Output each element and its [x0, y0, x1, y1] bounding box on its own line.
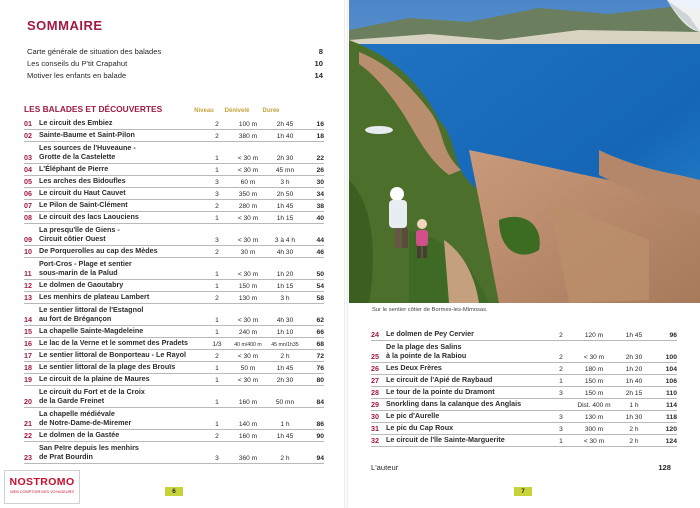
- entry-niveau: 1: [559, 378, 563, 385]
- toc-row[interactable]: [371, 423, 677, 435]
- entry-title: [39, 225, 205, 245]
- entry-niveau: [550, 409, 572, 410]
- entry-denivele: 280 m: [238, 203, 258, 210]
- entry-denivele: 160 m: [238, 399, 258, 406]
- entry-niveau: 2: [215, 353, 219, 360]
- entry-duree: 2h 45: [276, 121, 294, 128]
- entry-number: 32: [371, 436, 379, 445]
- toc-row[interactable]: [371, 329, 677, 341]
- entry-number: 09: [24, 235, 32, 244]
- entry-page: 96: [669, 332, 677, 339]
- entry-denivele: < 30 m: [583, 354, 605, 361]
- toc-row[interactable]: [24, 338, 324, 350]
- entry-duree: 2 h: [280, 455, 290, 462]
- toc-row[interactable]: [24, 350, 324, 362]
- entry-denivele: < 30 m: [237, 237, 259, 244]
- entry-niveau: 1: [215, 377, 219, 384]
- column-header-denivele: Dénivelé: [224, 108, 250, 114]
- entry-niveau: 2: [215, 249, 219, 256]
- page-number-left: 6: [165, 487, 183, 496]
- entry-duree: 4h 30: [276, 317, 294, 324]
- toc-row[interactable]: [24, 130, 324, 142]
- entry-title-line: sous-marin de la Palud: [39, 268, 118, 278]
- entry-page: 100: [665, 354, 677, 361]
- entry-title: [386, 342, 550, 362]
- toc-row[interactable]: [24, 164, 324, 176]
- entry-denivele: 140 m: [238, 421, 258, 428]
- entry-number: 22: [24, 431, 32, 440]
- entry-page: 26: [316, 167, 324, 174]
- entry-page: 84: [316, 399, 324, 406]
- entry-number: 07: [24, 201, 32, 210]
- entry-title-line: Le circuit de l'île Sainte-Marguerite: [386, 435, 505, 445]
- entry-duree: 1h 40: [276, 133, 294, 140]
- entry-page: 90: [316, 433, 324, 440]
- entry-duree: 2h 30: [625, 354, 643, 361]
- entry-page: 34: [316, 191, 324, 198]
- entry-number: 12: [24, 281, 32, 290]
- entry-duree: 2 h: [280, 353, 290, 360]
- toc-row[interactable]: [24, 280, 324, 292]
- toc-row[interactable]: [24, 442, 324, 464]
- entry-niveau: 1: [215, 421, 219, 428]
- intro-item[interactable]: [27, 58, 323, 70]
- author-page: 128: [658, 463, 671, 472]
- entry-title-line: San Peïre depuis les menhirs: [39, 442, 139, 452]
- entry-denivele: 120 m: [584, 332, 604, 339]
- entry-niveau: 1: [215, 317, 219, 324]
- entry-niveau: 3: [559, 414, 563, 421]
- entry-denivele: 360 m: [238, 455, 258, 462]
- section-title: LES BALADES ET DÉCOUVERTES: [24, 104, 163, 114]
- entry-niveau: 1: [215, 329, 219, 336]
- toc-row[interactable]: [24, 188, 324, 200]
- entry-title-line: Le tour de la pointe du Dramont: [386, 387, 495, 397]
- entry-title-line: Le lac de la Verne et le sommet des Pradets: [39, 338, 189, 348]
- entry-number: 25: [371, 352, 379, 361]
- toc-row[interactable]: [24, 374, 324, 386]
- entry-number: 21: [24, 419, 32, 428]
- toc-row[interactable]: [371, 435, 677, 447]
- entry-denivele: < 30 m: [237, 271, 259, 278]
- author-label: L'auteur: [371, 463, 399, 472]
- entry-niveau: 1/3: [212, 341, 222, 348]
- author-entry[interactable]: [371, 463, 671, 472]
- intro-item-page: 14: [314, 71, 323, 80]
- entry-title: [39, 305, 205, 325]
- entry-page: 68: [316, 341, 324, 348]
- entry-title-line: Le circuit des Embiez: [39, 118, 113, 128]
- page-title: SOMMAIRE: [27, 18, 103, 33]
- entry-duree: 1h 15: [276, 283, 294, 290]
- entry-number: 24: [371, 330, 379, 339]
- entry-denivele: < 30 m: [237, 155, 259, 162]
- entry-denivele: < 30 m: [237, 215, 259, 222]
- entry-title-line: Les Deux Frères: [386, 363, 442, 373]
- entry-niveau: 2: [215, 203, 219, 210]
- entry-duree: 2 h: [629, 426, 639, 433]
- entry-page: 80: [316, 377, 324, 384]
- entry-title: [39, 143, 205, 163]
- toc-row[interactable]: [24, 362, 324, 374]
- toc-row[interactable]: [371, 363, 677, 375]
- entry-page: 106: [665, 378, 677, 385]
- page-number-right: 7: [514, 487, 532, 496]
- entry-duree: 45 mn: [275, 167, 295, 174]
- entry-denivele: 150 m: [238, 283, 258, 290]
- entry-title: [39, 430, 205, 441]
- toc-row[interactable]: [24, 224, 324, 246]
- entry-page: 44: [316, 237, 324, 244]
- entry-number: 30: [371, 412, 379, 421]
- entry-title: [39, 350, 205, 361]
- watermark-logo: [4, 470, 80, 504]
- entry-number: 11: [24, 269, 32, 278]
- column-header-duree: Durée: [262, 108, 280, 114]
- entry-page: 58: [316, 295, 324, 302]
- entry-niveau: 3: [215, 455, 219, 462]
- entry-number: 10: [24, 247, 32, 256]
- entry-denivele: 350 m: [238, 191, 258, 198]
- entry-page: 18: [316, 133, 324, 140]
- toc-row[interactable]: [24, 326, 324, 338]
- toc-row[interactable]: [24, 200, 324, 212]
- entry-page: 30: [316, 179, 324, 186]
- entry-duree: 2h 30: [276, 377, 294, 384]
- intro-item-label: Motiver les enfants en balade: [27, 71, 127, 80]
- entry-title-line: Le Pilon de Saint-Clément: [39, 200, 128, 210]
- entry-duree: 1h 40: [625, 378, 643, 385]
- entry-number: 18: [24, 363, 32, 372]
- entry-title: [386, 329, 550, 340]
- entry-duree: 1h 45: [276, 203, 294, 210]
- photo-caption: Sur le sentier côtier de Bormes-les-Mimosas.: [372, 307, 488, 313]
- entry-title-line: Le pic d'Aurelle: [386, 411, 440, 421]
- toc-row[interactable]: [24, 258, 324, 280]
- entry-denivele: 160 m: [238, 433, 258, 440]
- entry-niveau: 3: [559, 390, 563, 397]
- entry-niveau: 1: [215, 271, 219, 278]
- toc-row[interactable]: [24, 118, 324, 130]
- entry-title: [39, 176, 205, 187]
- entry-title: [386, 411, 550, 422]
- entry-page: 66: [316, 329, 324, 336]
- entry-title: [39, 280, 205, 291]
- entry-title-line: Le circuit de l'Apié de Raybaud: [386, 375, 493, 385]
- intro-list: [27, 46, 323, 82]
- entry-page: 114: [666, 402, 677, 409]
- entry-title-line: à la pointe de la Rabiou: [386, 351, 467, 361]
- entry-denivele: < 30 m: [583, 438, 605, 445]
- entry-number: 14: [24, 315, 32, 324]
- entry-title: [39, 118, 205, 129]
- entry-page: 62: [316, 317, 324, 324]
- entry-title: [39, 292, 205, 303]
- entry-niveau: 3: [215, 191, 219, 198]
- toc-row[interactable]: [24, 142, 324, 164]
- entry-niveau: 1: [215, 399, 219, 406]
- entry-duree: 45 mn/1h35: [271, 342, 299, 348]
- entry-niveau: 1: [215, 155, 219, 162]
- entry-niveau: 2: [215, 121, 219, 128]
- entry-niveau: 2: [215, 433, 219, 440]
- entry-title-line: Le dolmen de la Gastée: [39, 430, 120, 440]
- entry-title: [39, 164, 205, 175]
- entry-denivele: Dist. 400 m: [577, 402, 611, 409]
- section-header: [24, 100, 324, 114]
- entry-title-line: Les menhirs de plateau Lambert: [39, 292, 150, 302]
- entry-number: 26: [371, 364, 379, 373]
- entry-denivele: 100 m: [238, 121, 258, 128]
- entry-title-line: Le dolmen de Gaoutabry: [39, 280, 124, 290]
- entry-duree: 1h 30: [625, 414, 643, 421]
- entry-title: [386, 375, 550, 386]
- entry-duree: 2 h: [629, 438, 639, 445]
- entry-title: [386, 387, 550, 398]
- entry-page: 94: [316, 455, 324, 462]
- entry-title: [39, 338, 205, 349]
- photo-illustration: [349, 0, 700, 303]
- toc-row[interactable]: [24, 430, 324, 442]
- entry-page: 86: [316, 421, 324, 428]
- entry-number: 15: [24, 327, 32, 336]
- toc-row[interactable]: [371, 399, 677, 411]
- entry-number: 28: [371, 388, 379, 397]
- entry-duree: 2h 30: [276, 155, 294, 162]
- entry-title-line: Le sentier littoral de Bonporteau - Le Rayol: [39, 350, 186, 360]
- entry-denivele: < 30 m: [237, 317, 259, 324]
- entry-title-line: La chapelle médiévale: [39, 408, 115, 418]
- entry-denivele: 240 m: [238, 329, 258, 336]
- entry-title-line: Snorkling dans la calanque des Anglais: [386, 399, 522, 409]
- entry-title-line: Port-Cros - Plage et sentier: [39, 258, 132, 268]
- entry-denivele: 40 m/400 m: [234, 342, 262, 348]
- entry-denivele: 150 m: [584, 390, 604, 397]
- entry-niveau: 2: [559, 354, 563, 361]
- intro-item-page: 8: [318, 47, 323, 56]
- entry-denivele: 150 m: [584, 378, 604, 385]
- entry-title: [39, 130, 205, 141]
- entry-title: [386, 399, 550, 410]
- entry-duree: 1h 10: [276, 329, 294, 336]
- entry-niveau: 1: [215, 167, 219, 174]
- entry-number: 08: [24, 213, 32, 222]
- entry-niveau: 1: [215, 215, 219, 222]
- entry-number: 31: [371, 424, 379, 433]
- entry-title-line: Le circuit des lacs Laouciens: [39, 212, 139, 222]
- toc-row[interactable]: [24, 292, 324, 304]
- entry-title-line: Le dolmen de Pey Cervier: [386, 329, 474, 339]
- entry-duree: 1h 45: [625, 332, 643, 339]
- entry-title-line: De la plage des Salins: [386, 341, 462, 351]
- toc-row[interactable]: [24, 246, 324, 258]
- entry-duree: 3 à 4 h: [274, 237, 296, 244]
- entry-denivele: < 30 m: [237, 353, 259, 360]
- toc-row[interactable]: [371, 411, 677, 423]
- toc-row[interactable]: [24, 386, 324, 408]
- entry-title: [39, 409, 205, 429]
- book-gutter: [344, 0, 348, 508]
- entry-page: 54: [316, 283, 324, 290]
- entry-title: [386, 423, 550, 434]
- entry-number: 01: [24, 119, 32, 128]
- coastal-hike-photo: [349, 0, 700, 303]
- entry-title: [39, 362, 205, 373]
- entry-denivele: 130 m: [584, 414, 604, 421]
- entry-page: 22: [316, 155, 324, 162]
- toc-row[interactable]: [24, 408, 324, 430]
- toc-row[interactable]: [371, 387, 677, 399]
- entry-duree: 50 mn: [275, 399, 295, 406]
- entry-denivele: < 30 m: [237, 167, 259, 174]
- entry-page: 104: [665, 366, 677, 373]
- entry-page: 76: [316, 365, 324, 372]
- entry-number: 05: [24, 177, 32, 186]
- entry-number: 19: [24, 375, 32, 384]
- entry-title: [386, 363, 550, 374]
- entry-duree: 1 h: [280, 421, 290, 428]
- entry-page: 118: [666, 414, 677, 421]
- entry-number: 04: [24, 165, 32, 174]
- intro-item[interactable]: [27, 70, 323, 82]
- entry-duree: 3 h: [280, 295, 290, 302]
- entry-title-line: de Prat Bourdin: [39, 452, 93, 462]
- toc-row[interactable]: [371, 375, 677, 387]
- entry-number: 29: [371, 400, 379, 409]
- watermark-tagline: WEB COMPTOIR DES VOYAGEURS: [10, 490, 74, 494]
- column-header-niveau: Niveau: [194, 108, 214, 114]
- entry-duree: 1 h: [629, 402, 639, 409]
- entry-niveau: 3: [559, 426, 563, 433]
- entry-duree: 2h 15: [625, 390, 643, 397]
- entry-title-line: Le sentier littoral de l'Estagnol: [39, 304, 144, 314]
- entry-page: 50: [316, 271, 324, 278]
- entry-niveau: 3: [215, 179, 219, 186]
- intro-item[interactable]: [27, 46, 323, 58]
- entry-title-line: Le circuit de la plaine de Maures: [39, 374, 150, 384]
- entry-title: [39, 246, 205, 257]
- entry-title-line: Le circuit du Haut Cauvet: [39, 188, 126, 198]
- entry-page: 110: [666, 390, 677, 397]
- entry-title: [39, 326, 205, 337]
- toc-list-left: [24, 118, 324, 464]
- entry-duree: 3 h: [280, 179, 290, 186]
- entry-title-line: de Notre-Dame-de-Miremer: [39, 418, 132, 428]
- entry-page: 16: [316, 121, 324, 128]
- entry-page: 72: [316, 353, 324, 360]
- entry-denivele: 60 m: [240, 179, 256, 186]
- entry-number: 27: [371, 376, 379, 385]
- entry-denivele: 180 m: [584, 366, 604, 373]
- entry-page: 38: [316, 203, 324, 210]
- entry-niveau: 1: [559, 438, 563, 445]
- entry-denivele: 300 m: [584, 426, 604, 433]
- entry-niveau: 2: [559, 332, 563, 339]
- entry-duree: 1h 45: [276, 365, 294, 372]
- entry-title: [39, 259, 205, 279]
- entry-number: 20: [24, 397, 32, 406]
- entry-denivele: 380 m: [238, 133, 258, 140]
- entry-number: 23: [24, 453, 32, 462]
- entry-duree: 4h 30: [276, 249, 294, 256]
- entry-duree: 1h 20: [276, 271, 294, 278]
- entry-title-line: Le sentier littoral de la plage des Brouïs: [39, 362, 176, 372]
- entry-number: 16: [24, 339, 32, 348]
- entry-number: 13: [24, 293, 32, 302]
- entry-title-line: de la Garde Freinet: [39, 396, 105, 406]
- intro-item-page: 10: [314, 59, 323, 68]
- entry-title-line: La chapelle Sainte-Magdeleine: [39, 326, 144, 336]
- toc-row[interactable]: [371, 341, 677, 363]
- entry-title: [39, 188, 205, 199]
- entry-number: 17: [24, 351, 32, 360]
- toc-row[interactable]: [24, 304, 324, 326]
- watermark-name: NOSTROMO: [9, 476, 75, 488]
- entry-title-line: Sainte-Baume et Saint-Pilon: [39, 130, 135, 140]
- entry-page: 124: [665, 438, 677, 445]
- entry-title-line: Le pic du Cap Roux: [386, 423, 454, 433]
- entry-denivele: < 30 m: [237, 377, 259, 384]
- entry-title-line: Le circuit du Fort et de la Croix: [39, 386, 145, 396]
- entry-niveau: 1: [215, 283, 219, 290]
- entry-title: [39, 212, 205, 223]
- entry-duree: 1h 45: [276, 433, 294, 440]
- entry-niveau: 3: [215, 237, 219, 244]
- entry-page: 120: [665, 426, 677, 433]
- toc-list-right: [371, 329, 677, 447]
- entry-title: [386, 435, 550, 446]
- entry-duree: 1h 15: [276, 215, 294, 222]
- entry-title-line: De Porquerolles au cap des Mèdes: [39, 246, 158, 256]
- entry-niveau: 2: [215, 295, 219, 302]
- entry-title: [39, 374, 205, 385]
- entry-title-line: Circuit côtier Ouest: [39, 234, 106, 244]
- entry-title-line: au fort de Brégançon: [39, 314, 112, 324]
- intro-item-label: Carte générale de situation des balades: [27, 47, 162, 56]
- entry-duree: 1h 20: [625, 366, 643, 373]
- entry-niveau: 1: [215, 365, 219, 372]
- toc-row[interactable]: [24, 176, 324, 188]
- entry-title-line: Grotte de la Castelette: [39, 152, 116, 162]
- entry-title: [39, 200, 205, 211]
- entry-number: 03: [24, 153, 32, 162]
- entry-title-line: Les sources de l'Huveaune -: [39, 142, 136, 152]
- entry-number: 02: [24, 131, 32, 140]
- toc-row[interactable]: [24, 212, 324, 224]
- entry-page: 46: [316, 249, 324, 256]
- entry-denivele: 30 m: [240, 249, 256, 256]
- entry-denivele: 130 m: [238, 295, 258, 302]
- entry-number: 06: [24, 189, 32, 198]
- intro-item-label: Les conseils du P'tit Crapahut: [27, 59, 128, 68]
- entry-page: 40: [316, 215, 324, 222]
- entry-niveau: 2: [215, 133, 219, 140]
- entry-title-line: Les arches des Bidoufles: [39, 176, 126, 186]
- entry-title: [39, 443, 205, 463]
- entry-title: [39, 387, 205, 407]
- entry-niveau: 2: [559, 366, 563, 373]
- entry-denivele: 50 m: [240, 365, 256, 372]
- entry-title-line: La presqu'île de Giens -: [39, 224, 120, 234]
- entry-duree: 2h 50: [276, 191, 294, 198]
- entry-title-line: L'Éléphant de Pierre: [39, 164, 109, 174]
